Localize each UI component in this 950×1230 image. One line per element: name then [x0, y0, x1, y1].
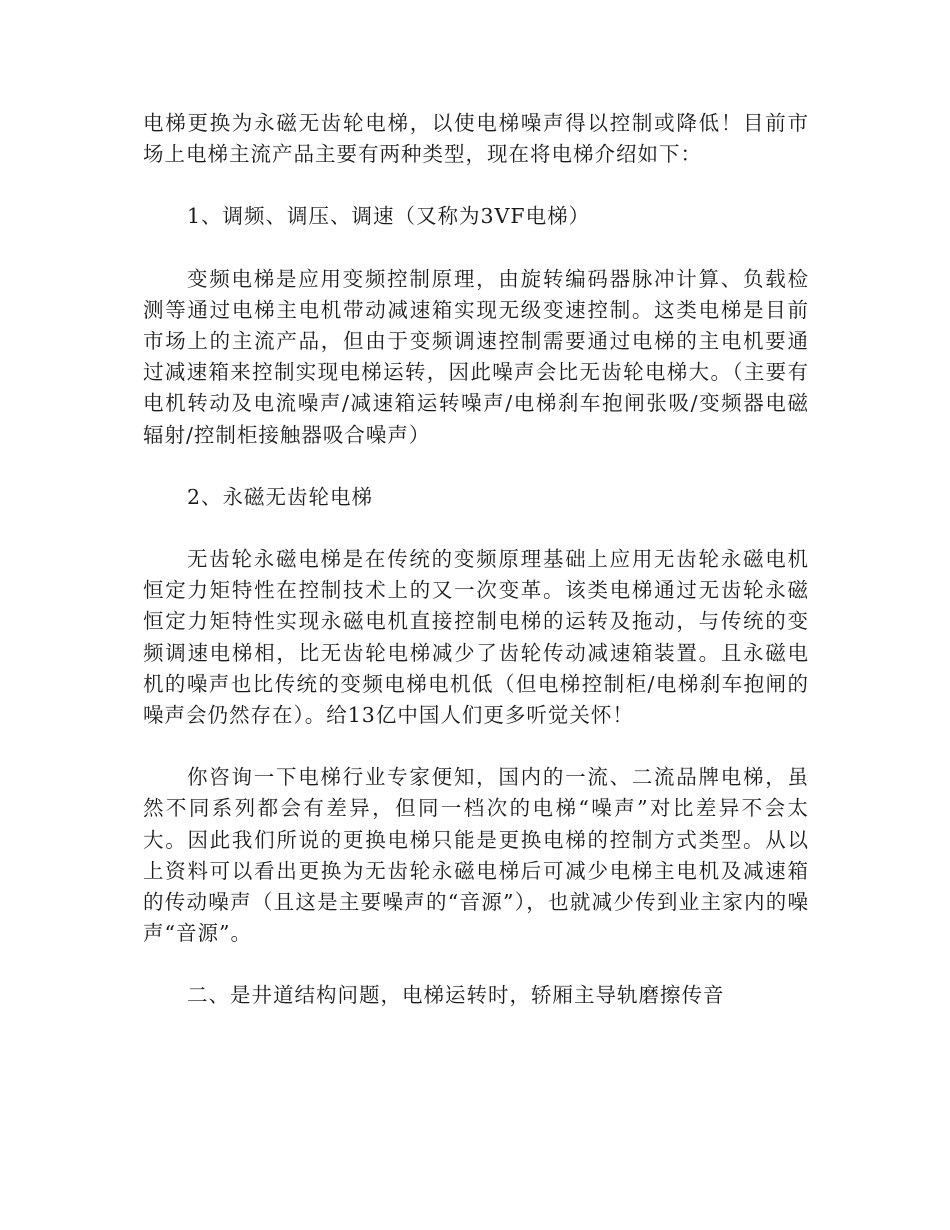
section-heading-3vf: 1、调频、调压、调速（又称为3VF电梯）: [187, 204, 591, 229]
paragraph-intro: 电梯更换为永磁无齿轮电梯，以使电梯噪声得以控制或降低！目前市场上电梯主流产品主要有两种类型，现在将电梯介绍如下：: [143, 111, 809, 167]
paragraph-vvvf-elevator: 变频电梯是应用变频控制原理，由旋转编码器脉冲计算、负载检测等通过电梯主电机带动减速箱实现无级变速控制。这类电梯是目前市场上的主流产品，但由于变频调速控制需要通过电梯的主电机要通过减速箱来控制实现电梯运转，因此噪声会比无齿轮电梯大。（主要有电机转动及电流噪声/减速箱运转噪声/电梯刹车抱闸张吸/变频器电磁辐射/控制柜接触器吸合噪声）: [143, 266, 809, 447]
section-heading-gearless: 2、永磁无齿轮电梯: [187, 484, 374, 509]
paragraph-expert-advice: 你咨询一下电梯行业专家便知，国内的一流、二流品牌电梯，虽然不同系列都会有差异，但同一档次的电梯“噪声”对比差异不会太大。因此我们所说的更换电梯只能是更换电梯的控制方式类型。从以上资料可以看出更换为无齿轮永磁电梯后可减少电梯主电机及减速箱的传动噪声（且这是主要噪声的“音源”），也就减少传到业主家内的噪声“音源”。: [143, 765, 809, 946]
document-body: [143, 108, 809, 1043]
section-heading-shaft-structure: 二、是井道结构问题，电梯运转时，轿厢主导轨磨擦传音: [187, 983, 725, 1008]
paragraph-gearless-elevator: 无齿轮永磁电梯是在传统的变频原理基础上应用无齿轮永磁电机恒定力矩特性在控制技术上的又一次变革。该类电梯通过无齿轮永磁恒定力矩特性实现永磁电机直接控制电梯的运转及拖动，与传统的变频调速电梯相，比无齿轮电梯减少了齿轮传动减速箱装置。且永磁电机的噪声也比传统的变频电梯电机低（但电梯控制柜/电梯刹车抱闸的噪声会仍然存在）。给13亿中国人们更多听觉关怀！: [143, 547, 809, 728]
